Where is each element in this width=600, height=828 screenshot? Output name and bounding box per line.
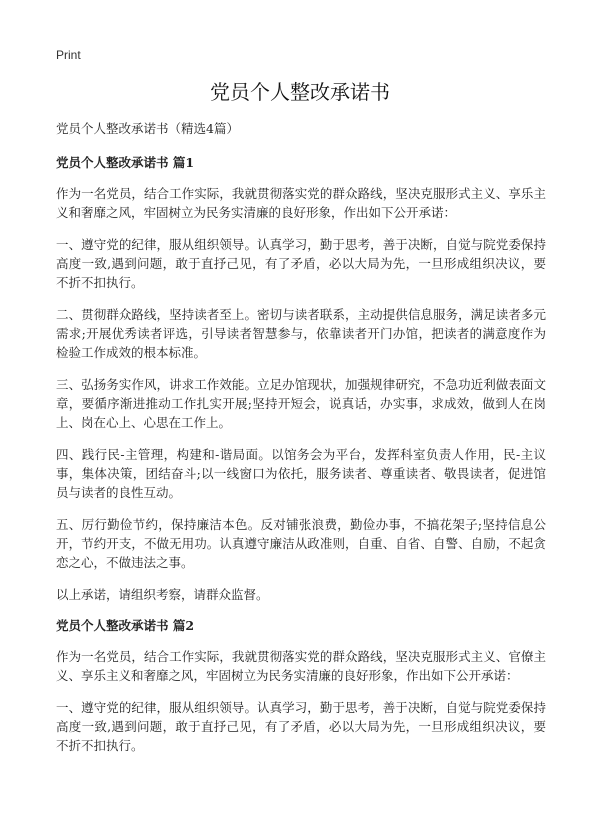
paragraph: 以上承诺，请组织考察，请群众监督。 xyxy=(56,587,269,602)
paragraph: 作为一名党员，结合工作实际，我就贯彻落实党的群众路线，坚决克服形式主义、官僚主义、享乐主义和奢靡之风，牢固树立为民务实清廉的良好形象，作出如下公开承诺： xyxy=(56,649,546,683)
section-2 xyxy=(56,617,546,755)
paragraph: 五、厉行勤俭节约，保持廉洁本色。反对铺张浪费，勤俭办事，不搞花架子;坚持信息公开，节约开支，不做无用功。认真遵守廉洁从政准则，自重、自省、自警、自励，不起贪恋之心，不做违法之事。 xyxy=(56,517,546,570)
paragraph: 一、遵守党的纪律，服从组织领导。认真学习，勤于思考，善于决断，自觉与院党委保持高度一致,遇到问题，敢于直抒己见，有了矛盾，必以大局为先，一旦形成组织决议，要不折不扣执行。 xyxy=(56,237,546,290)
paragraph: 作为一名党员，结合工作实际，我就贯彻落实党的群众路线，坚决克服形式主义、享乐主义和奢靡之风，牢固树立为民务实清廉的良好形象，作出如下公开承诺： xyxy=(56,186,546,220)
document-subtitle: 党员个人整改承诺书（精选4篇） xyxy=(56,121,239,136)
paragraph: 二、贯彻群众路线，坚持读者至上。密切与读者联系，主动提供信息服务，满足读者多元需求;开展优秀读者评选，引导读者智慧参与，依靠读者开门办馆，把读者的满意度作为检验工作成效的根本标准。 xyxy=(56,307,546,360)
section-1 xyxy=(56,154,546,604)
paragraph: 四、践行民-主管理，构建和-谐局面。以馆务会为平台，发挥科室负责人作用，民-主议事，集体决策，团结奋斗;以一线窗口为依托，服务读者、尊重读者、敬畏读者，促进馆员与读者的良性互动。 xyxy=(56,447,546,500)
page-title: 党员个人整改承诺书 xyxy=(210,80,390,104)
section-heading: 党员个人整改承诺书 篇1 xyxy=(56,155,195,170)
document-body xyxy=(56,120,546,768)
print-link[interactable]: Print xyxy=(56,48,81,62)
paragraph: 三、弘扬务实作风，讲求工作效能。立足办馆现状，加强规律研究，不急功近利做表面文章，要循序渐进推动工作扎实开展;坚持开短会，说真话，办实事，求成效，做到人在岗上、岗在心上、心思在工作上。 xyxy=(56,377,546,430)
paragraph: 一、遵守党的纪律，服从组织领导。认真学习，勤于思考，善于决断，自觉与院党委保持高度一致,遇到问题，敢于直抒己见，有了矛盾，必以大局为先，一旦形成组织决议，要不折不扣执行。 xyxy=(56,700,546,753)
section-heading: 党员个人整改承诺书 篇2 xyxy=(56,618,195,633)
